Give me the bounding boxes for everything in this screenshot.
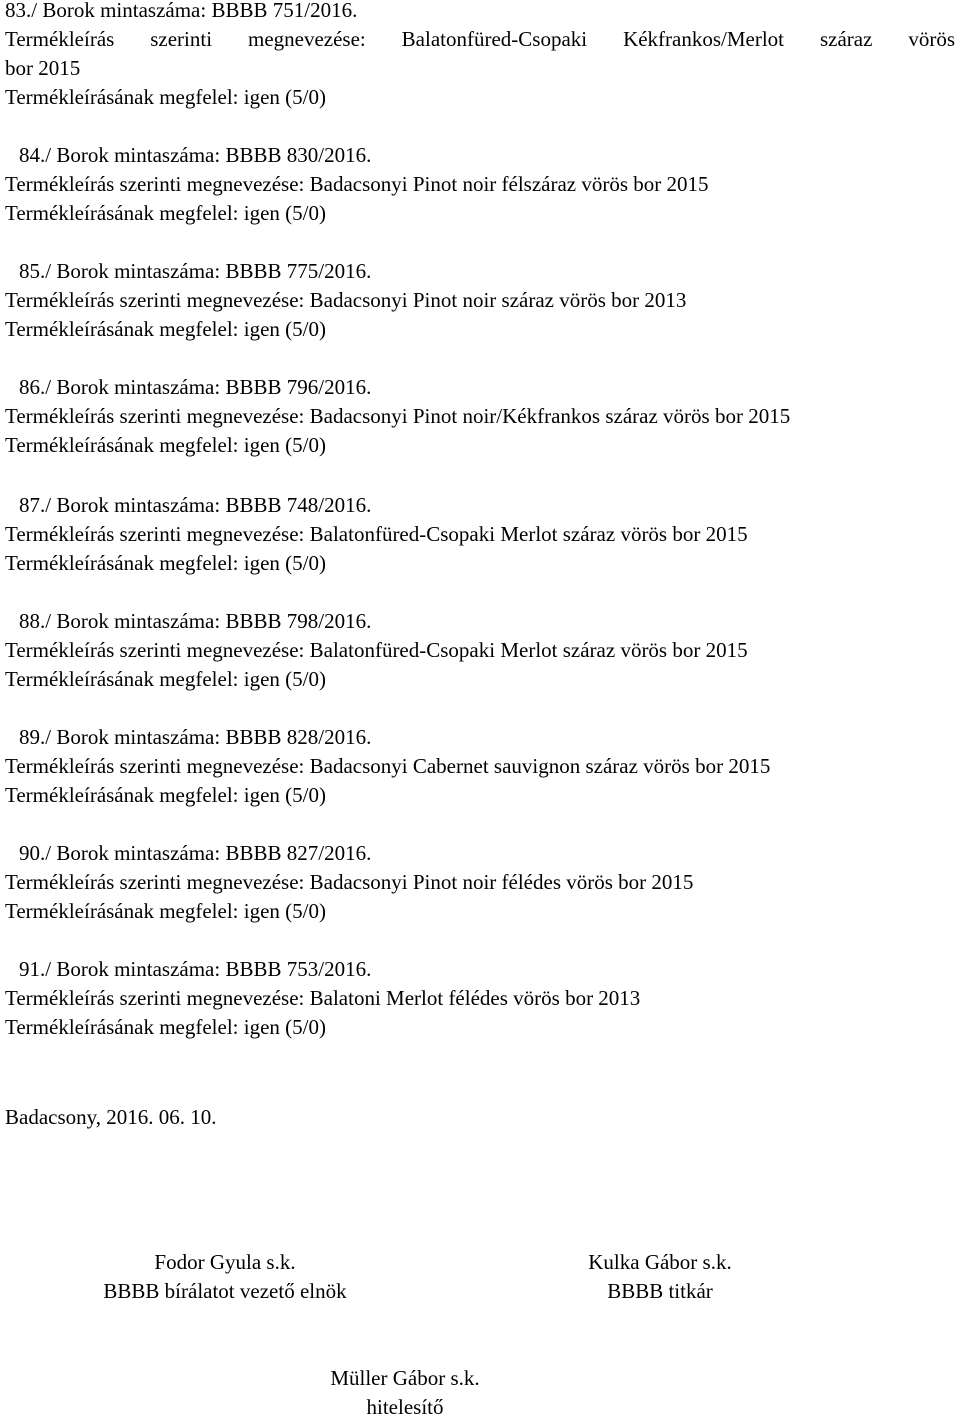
entry-compliance: Termékleírásának megfelel: igen (5/0)	[5, 667, 326, 691]
place-and-date: Badacsony, 2016. 06. 10.	[5, 1105, 217, 1129]
entry-heading	[5, 491, 955, 520]
entry-description: Termékleírás szerinti megnevezése: Balatoni Merlot félédes vörös bor 2013	[5, 986, 641, 1010]
entry-heading	[5, 955, 955, 984]
wine-entry-87	[5, 491, 955, 578]
sample-id: / Borok mintaszáma: BBBB 751/2016.	[31, 0, 358, 22]
entry-number: 90.	[19, 841, 46, 865]
wine-entry-86	[5, 373, 955, 460]
entry-heading	[5, 141, 955, 170]
entry-compliance: Termékleírásának megfelel: igen (5/0)	[5, 783, 326, 807]
entry-heading	[5, 257, 955, 286]
wine-entry-84	[5, 141, 955, 228]
entry-number: 89.	[19, 725, 46, 749]
entry-number: 85.	[19, 259, 46, 283]
signature-block-secretary	[530, 1248, 790, 1306]
entry-compliance: Termékleírásának megfelel: igen (5/0)	[5, 201, 326, 225]
entry-number: 83.	[5, 0, 32, 22]
signature-block-chair	[75, 1248, 375, 1306]
wine-entry-90	[5, 839, 955, 926]
signatory-title: BBBB bírálatot vezető elnök	[103, 1279, 347, 1303]
entry-description: Termékleírás szerinti megnevezése: Balatonfüred-Csopaki Merlot száraz vörös bor 2015	[5, 522, 748, 546]
wine-entry-88	[5, 607, 955, 694]
entry-number: 91.	[19, 957, 46, 981]
entry-compliance: Termékleírásának megfelel: igen (5/0)	[5, 317, 326, 341]
entry-compliance: Termékleírásának megfelel: igen (5/0)	[5, 551, 326, 575]
sample-id: / Borok mintaszáma: BBBB 775/2016.	[45, 259, 372, 283]
signatory-name: Müller Gábor s.k.	[330, 1366, 480, 1390]
entry-heading	[5, 723, 955, 752]
signatory-title: BBBB titkár	[607, 1279, 713, 1303]
entry-heading	[5, 373, 955, 402]
signatory-name: Kulka Gábor s.k.	[588, 1250, 732, 1274]
signatory-title: hitelesítő	[366, 1395, 444, 1419]
entry-description: Termékleírás szerinti megnevezése: Balatonfüred-Csopaki Merlot száraz vörös bor 2015	[5, 638, 748, 662]
entry-number: 86.	[19, 375, 46, 399]
entry-compliance: Termékleírásának megfelel: igen (5/0)	[5, 85, 326, 109]
entry-description: Termékleírás szerinti megnevezése: Badacsonyi Pinot noir félédes vörös bor 2015	[5, 870, 694, 894]
sample-id: / Borok mintaszáma: BBBB 753/2016.	[45, 957, 372, 981]
sample-id: / Borok mintaszáma: BBBB 748/2016.	[45, 493, 372, 517]
signatory-name: Fodor Gyula s.k.	[154, 1250, 296, 1274]
sample-id: / Borok mintaszáma: BBBB 828/2016.	[45, 725, 372, 749]
wine-entry-83	[5, 0, 955, 112]
sample-id: / Borok mintaszáma: BBBB 798/2016.	[45, 609, 372, 633]
sample-id: / Borok mintaszáma: BBBB 827/2016.	[45, 841, 372, 865]
entry-number: 88.	[19, 609, 46, 633]
entry-number: 84.	[19, 143, 46, 167]
entry-heading	[5, 0, 955, 25]
sample-id: / Borok mintaszáma: BBBB 796/2016.	[45, 375, 372, 399]
entry-compliance: Termékleírásának megfelel: igen (5/0)	[5, 433, 326, 457]
entry-compliance: Termékleírásának megfelel: igen (5/0)	[5, 1015, 326, 1039]
wine-entry-91	[5, 955, 955, 1042]
wine-entry-89	[5, 723, 955, 810]
entry-description: Termékleírás szerinti megnevezése: Balatonfüred-Csopaki Kékfrankos/Merlot száraz vörös	[5, 27, 955, 51]
entry-description: Termékleírás szerinti megnevezése: Badacsonyi Pinot noir félszáraz vörös bor 2015	[5, 172, 709, 196]
entry-compliance: Termékleírásának megfelel: igen (5/0)	[5, 899, 326, 923]
entry-description: Termékleírás szerinti megnevezése: Badacsonyi Cabernet sauvignon száraz vörös bor 2015	[5, 754, 771, 778]
entry-description-continued: bor 2015	[5, 56, 81, 80]
wine-entry-85	[5, 257, 955, 344]
entry-description: Termékleírás szerinti megnevezése: Badacsonyi Pinot noir/Kékfrankos száraz vörös bor 2015	[5, 404, 791, 428]
entry-heading	[5, 839, 955, 868]
sample-id: / Borok mintaszáma: BBBB 830/2016.	[45, 143, 372, 167]
signature-block-authenticator	[280, 1364, 530, 1422]
entry-number: 87.	[19, 493, 46, 517]
entry-heading	[5, 607, 955, 636]
entry-description: Termékleírás szerinti megnevezése: Badacsonyi Pinot noir száraz vörös bor 2013	[5, 288, 687, 312]
